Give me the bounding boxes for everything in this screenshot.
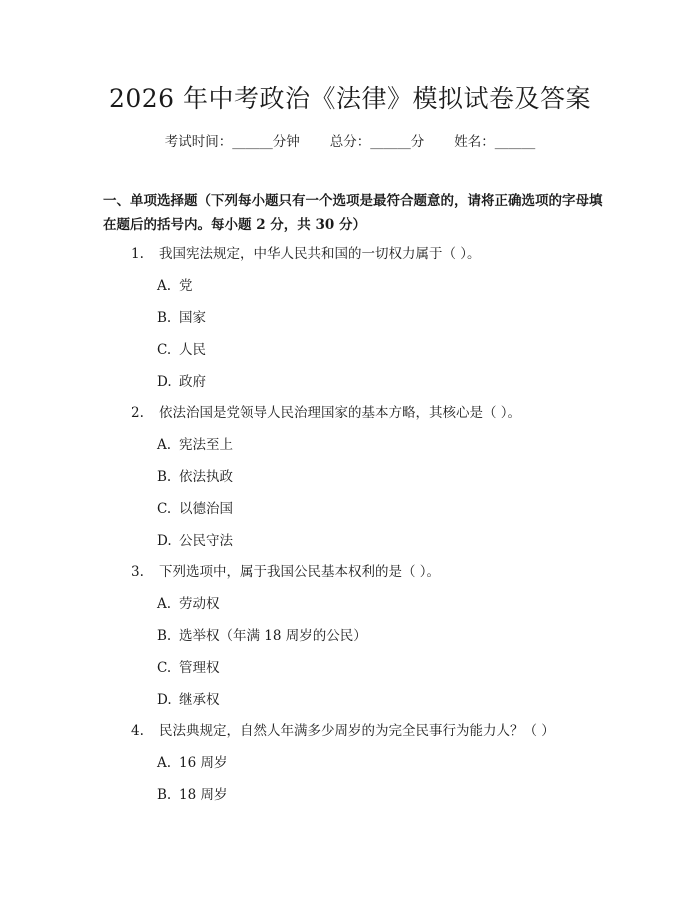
question-1 — [131, 244, 481, 264]
option-text: 国家 — [179, 310, 206, 326]
exam-time-field: 考试时间：______分钟 — [164, 134, 300, 150]
question-2 — [131, 403, 521, 423]
option-3b — [157, 626, 367, 646]
option-2b — [157, 467, 233, 487]
option-1c — [157, 340, 206, 360]
question-4 — [131, 721, 555, 741]
option-text: 以德治国 — [179, 501, 233, 517]
option-letter: C. — [157, 660, 172, 676]
option-text: 宪法至上 — [179, 437, 233, 453]
option-letter: A. — [157, 755, 172, 771]
name-field: 姓名：______ — [454, 134, 536, 150]
option-letter: D. — [157, 374, 172, 390]
option-text: 公民守法 — [179, 533, 233, 549]
option-text: 16 周岁 — [179, 755, 228, 771]
option-4a — [157, 753, 227, 773]
question-3 — [131, 562, 440, 582]
option-letter: B. — [157, 469, 172, 485]
question-text: 依法治国是党领导人民治理国家的基本方略，其核心是（ ）。 — [159, 405, 522, 421]
question-number: 1. — [131, 246, 144, 262]
total-score-field: 总分：______分 — [329, 134, 425, 150]
option-text: 18 周岁 — [179, 787, 228, 803]
option-2a — [157, 435, 233, 455]
option-letter: C. — [157, 342, 172, 358]
option-text: 政府 — [179, 374, 206, 390]
question-number: 3. — [131, 564, 144, 580]
option-letter: A. — [157, 596, 172, 612]
option-text: 依法执政 — [179, 469, 233, 485]
option-letter: B. — [157, 787, 172, 803]
option-text: 党 — [179, 278, 193, 294]
option-letter: B. — [157, 310, 172, 326]
option-letter: A. — [157, 437, 172, 453]
option-3a — [157, 594, 220, 614]
option-letter: C. — [157, 501, 172, 517]
question-number: 2. — [131, 405, 144, 421]
question-text: 民法典规定，自然人年满多少周岁的为完全民事行为能力人？（ ） — [159, 723, 555, 739]
section-heading: 一、单项选择题（下列每小题只有一个选项是最符合题意的，请将正确选项的字母填在题后的括号内。每小题 2 分，共 30 分） — [103, 193, 603, 233]
exam-meta — [0, 132, 700, 152]
option-text: 人民 — [179, 342, 206, 358]
option-3c — [157, 658, 220, 678]
option-1b — [157, 308, 206, 328]
option-letter: B. — [157, 628, 172, 644]
question-text: 下列选项中，属于我国公民基本权利的是（ ）。 — [159, 564, 441, 580]
option-3d — [157, 690, 220, 710]
option-1a — [157, 276, 193, 296]
option-letter: D. — [157, 692, 172, 708]
question-number: 4. — [131, 723, 144, 739]
option-1d — [157, 372, 206, 392]
option-letter: A. — [157, 278, 172, 294]
option-4b — [157, 785, 227, 805]
option-text: 继承权 — [179, 692, 220, 708]
option-2c — [157, 499, 233, 519]
page-title: 2026 年中考政治《法律》模拟试卷及答案 — [108, 84, 592, 113]
option-text: 劳动权 — [179, 596, 220, 612]
option-2d — [157, 531, 233, 551]
option-letter: D. — [157, 533, 172, 549]
option-text: 管理权 — [179, 660, 220, 676]
question-text: 我国宪法规定，中华人民共和国的一切权力属于（ ）。 — [159, 246, 481, 262]
option-text: 选举权（年满 18 周岁的公民） — [179, 628, 367, 644]
